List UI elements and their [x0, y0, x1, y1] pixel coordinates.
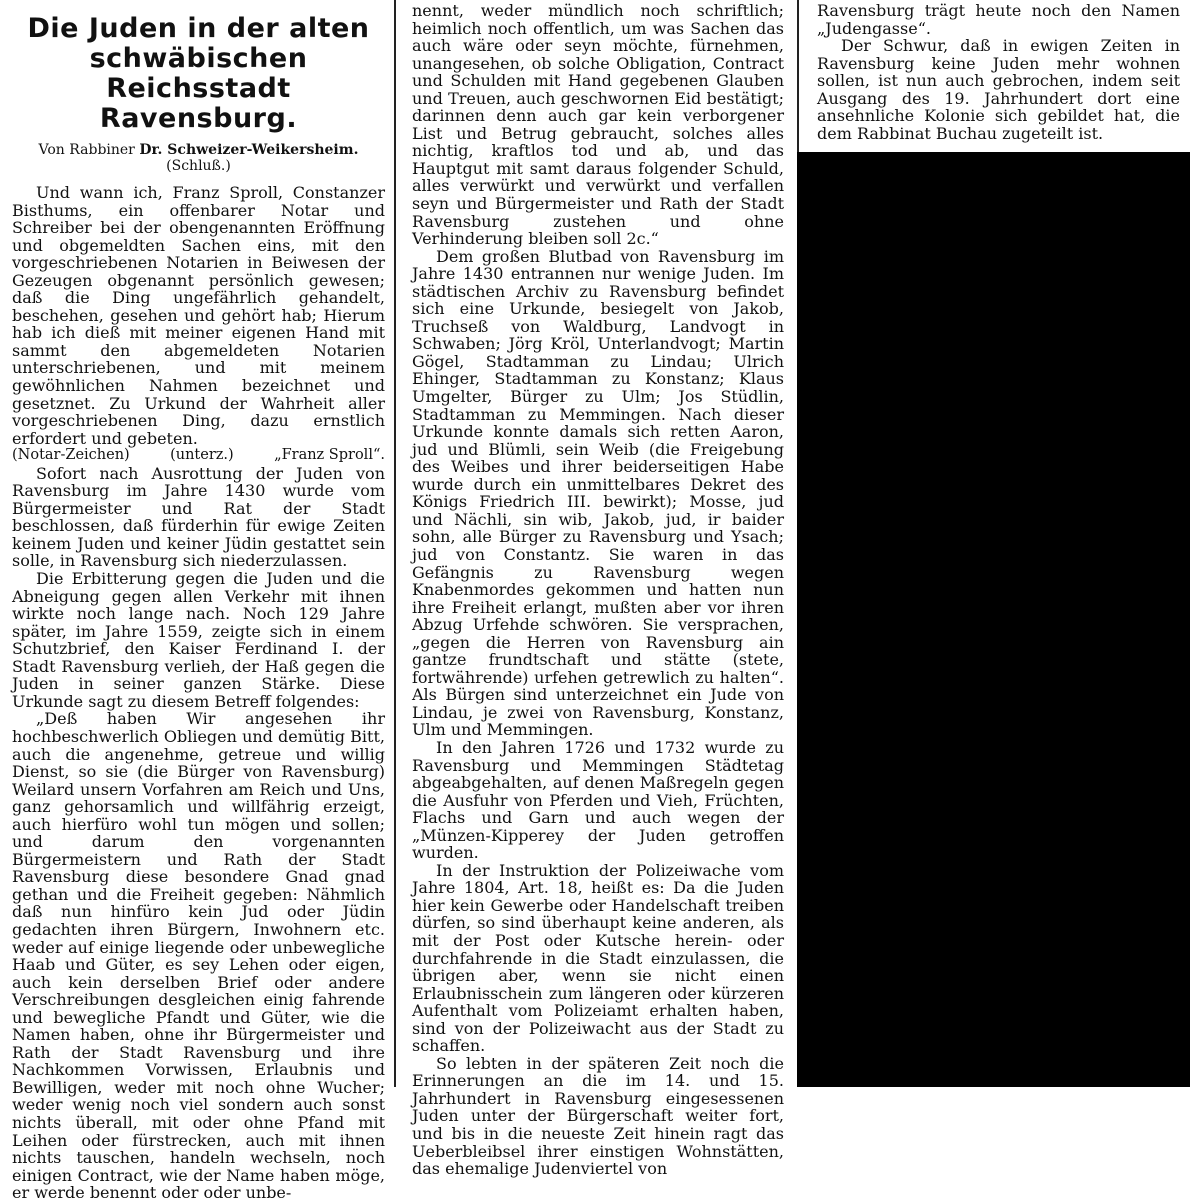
column-divider — [394, 0, 396, 1087]
byline-note: (Schluß.) — [166, 158, 231, 174]
paragraph: In den Jahren 1726 und 1732 wurde zu Ravensburg und Memmingen Städtetag abgeabgehalten, auf denen Maßregeln gegen die Ausfuhr von Pferden und Vieh, Früchten, Flachs und Garn und auch wegen der „Münzen-Kipperey der Juden getroffen wurden. — [412, 737, 784, 863]
paragraph: Der Schwur, daß in ewigen Zeiten in Ravensburg keine Juden mehr wohnen sollen, ist nun auch gebrochen, indem seit Ausgang des 19. Jahrhundert dort eine ansehnliche Kolonie sich gebildet hat, die dem Rabbinat Buchau zugeteilt ist. — [817, 36, 1180, 143]
article-byline — [12, 142, 385, 174]
byline-author: Dr. Schweizer-Weikersheim. — [139, 142, 359, 158]
paragraph: Und wann ich, Franz Sproll, Constanzer Bisthums, ein offenbarer Notar und Schreiber bei der obengenannten Eröffnung und obgemeldten Sachen eins, mit den vorgeschriebenen Notarien in Beiwesen der Gezeugen obgenannt persönlich gewesen; daß die Ding ungefährlich gehandelt, beschehen, gesehen und gehört hab; Hierum hab ich dieß mit meiner eigenen Hand mit sammt den abgemeldeten Notarien unterschriebenen, und mit meinem gewöhnlichen Nahmen bezeichnet und gesetznet. Zu Urkund der Wahrheit aller vorgeschriebenen Ding, dazu ernstlich erfordert und gebeten. — [12, 183, 385, 448]
scan-black-area — [797, 152, 1190, 1087]
article-column-1 — [0, 0, 393, 1202]
article-column-2 — [398, 0, 794, 1179]
paragraph: Ravensburg trägt heute noch den Namen „Judengasse“. — [817, 1, 1180, 38]
byline-prefix: Von Rabbiner — [38, 142, 135, 158]
notary-signature-line — [12, 447, 385, 465]
column-divider — [797, 0, 799, 152]
notary-signature: „Franz Sproll“. — [274, 447, 385, 464]
paragraph: In der Instruktion der Polizeiwache vom Jahre 1804, Art. 18, heißt es: Da die Juden hier kein Gewerbe oder Handelschaft treiben dürfen, so sind überhaupt keine anderen, als mit der Post oder Kutsche herein- oder durchfahrende in die Stadt einzulassen, die übrigen aber, wenn sie nicht einen Erlaubnisschein zum längeren oder kürzeren Aufenthalt vom Polizeiamt erhalten haben, sind von der Polizeiwacht aus der Stadt zu schaffen. — [412, 860, 784, 1056]
paragraph: Dem großen Blutbad von Ravensburg im Jahre 1430 entrannen nur wenige Juden. Im städtischen Archiv zu Ravensburg befindet sich eine Urkunde, besiegelt von Jakob, Truchseß von Waldburg, Landvogt in Schwaben; Jörg Kröl, Unterlandvogt; Martin Gögel, Stadtamman zu Lindau; Ulrich Ehinger, Stadtamman zu Konstanz; Klaus Umgelter, Bürger zu Ulm; Jos Stüdlin, Stadtamman zu Memmingen. Nach dieser Urkunde konnte damals sich retten Aaron, jud und Blümli, sein Weib (die Freigebung des Weibes und ihrer beiderseitigen Habe wurde durch ein unmittelbares Dekret des Königs Friedrich III. bewirkt); Mosse, jud und Nächli, sin wib, Jakob, jud, ir baider sohn, alle Bürger zu Ravensburg und Ysach; jud von Constantz. Sie waren in das Gefängnis zu Ravensburg wegen Knabenmordes gekommen und hatten nun ihre Freiheit erlangt, mußten aber vor ihren Abzug Urfehde schwören. Sie versprachen, „gegen die Herren von Ravensburg ain gantze frundtschaft und stätte (stete, fortwährende) urfehen getrewlich zu halten“. Als Bürgen sind unterzeichnet ein Jude von Lindau, je zwei von Ravensburg, Konstanz, Ulm und Memmingen. — [412, 246, 784, 740]
article-column-3 — [803, 0, 1190, 152]
paragraph: Die Erbitterung gegen die Juden und die Abneigung gegen allen Verkehr mit ihnen wirkte noch lange nach. Noch 129 Jahre später, im Jahre 1559, zeigte sich in einem Schutzbrief, den Kaiser Ferdinand I. der Stadt Ravensburg verlieh, der Haß gegen die Juden in seiner ganzen Stärke. Diese Urkunde sagt zu diesem Betreff folgendes: — [12, 569, 385, 711]
article-headline: Die Juden in der alten schwäbischen Reichsstadt Ravensburg. — [27, 13, 370, 134]
paragraph: Sofort nach Ausrottung der Juden von Ravensburg im Jahre 1430 wurde vom Bürgermeister und Rat der Stadt beschlossen, daß fürderhin für ewige Zeiten keinem Juden und keiner Jüdin gestattet sein solle, in Ravensburg sich niederzulassen. — [12, 463, 385, 571]
notary-mark: (Notar-Zeichen) — [12, 447, 130, 464]
quotation-paragraph: „Deß haben Wir angesehen ihr hochbeschwerlich Obliegen und demütig Bitt, auch die angenehme, getreue und willig Dienst, so sie (die Bürger von Ravensburg) Weilard unsern Vorfahren am Reich und Uns, ganz gehorsamlich und willfährig erzeigt, auch hierfüro wohl tun mögen und sollen; und darum den vorgenannten Bürgermeistern und Rath der Stadt Ravensburg diese besondere Gnad gnad gethan und die Freiheit gegeben: Nähmlich daß nun hinfüro kein Jud oder Jüdin gedachten ihren Bürgern, Inwohnern etc. weder auf einige liegende oder unbewegliche Haab und Güter, es sey Lehen oder eigen, auch kein derselben Brief oder andere Verschreibungen desgleichen einig fahrende und bewegliche Pfandt und Güter, wie die Namen haben, ohne ihr Bürgermeister und Rath der Stadt Ravensburg und ihre Nachkommen Vorwissen, Erlaubnis und Bewilligen, weder mit noch ohne Wucher; weder wenig noch viel sondern auch sonst nichts überall, mit oder ohne Pfand mit Leihen oder fürstrecken, auch mit ihnen nichts tauschen, handeln wechseln, noch einigen Contract, wie der Name haben möge, er werde benennt oder oder unbe- — [12, 709, 385, 1202]
paragraph: So lebten in der späteren Zeit noch die Erinnerungen an die im 14. und 15. Jahrhundert in Ravensburg eingesessenen Juden unter der Bürgerschaft weiter fort, und bis in die neueste Zeit hinein ragt das Ueberbleibsel ihrer einstigen Wohnstätten, das ehemalige Judenviertel von — [412, 1053, 784, 1179]
paragraph: nennt, weder mündlich noch schriftlich; heimlich noch offentlich, um was Sachen das auch wäre oder seyn möchte, fürnehmen, unangesehen, ob solche Obligation, Contract und Schulden mit Hand gegebenen Glauben und Treuen, auch geschwornen Eid bestätigt; darinnen denn auch gar kein verborgener List und Betrug gebraucht, solches alles nichtig, kraftlos tod und ab, und das Hauptgut mit samt daraus folgender Schuld, alles verwürkt und verwürkt und verfallen seyn und Bürgermeister und Rath der Stadt Ravensburg zustehen und ohne Verhinderung bleiben soll 2c.“ — [412, 1, 784, 249]
signed-note: (unterz.) — [170, 447, 234, 464]
